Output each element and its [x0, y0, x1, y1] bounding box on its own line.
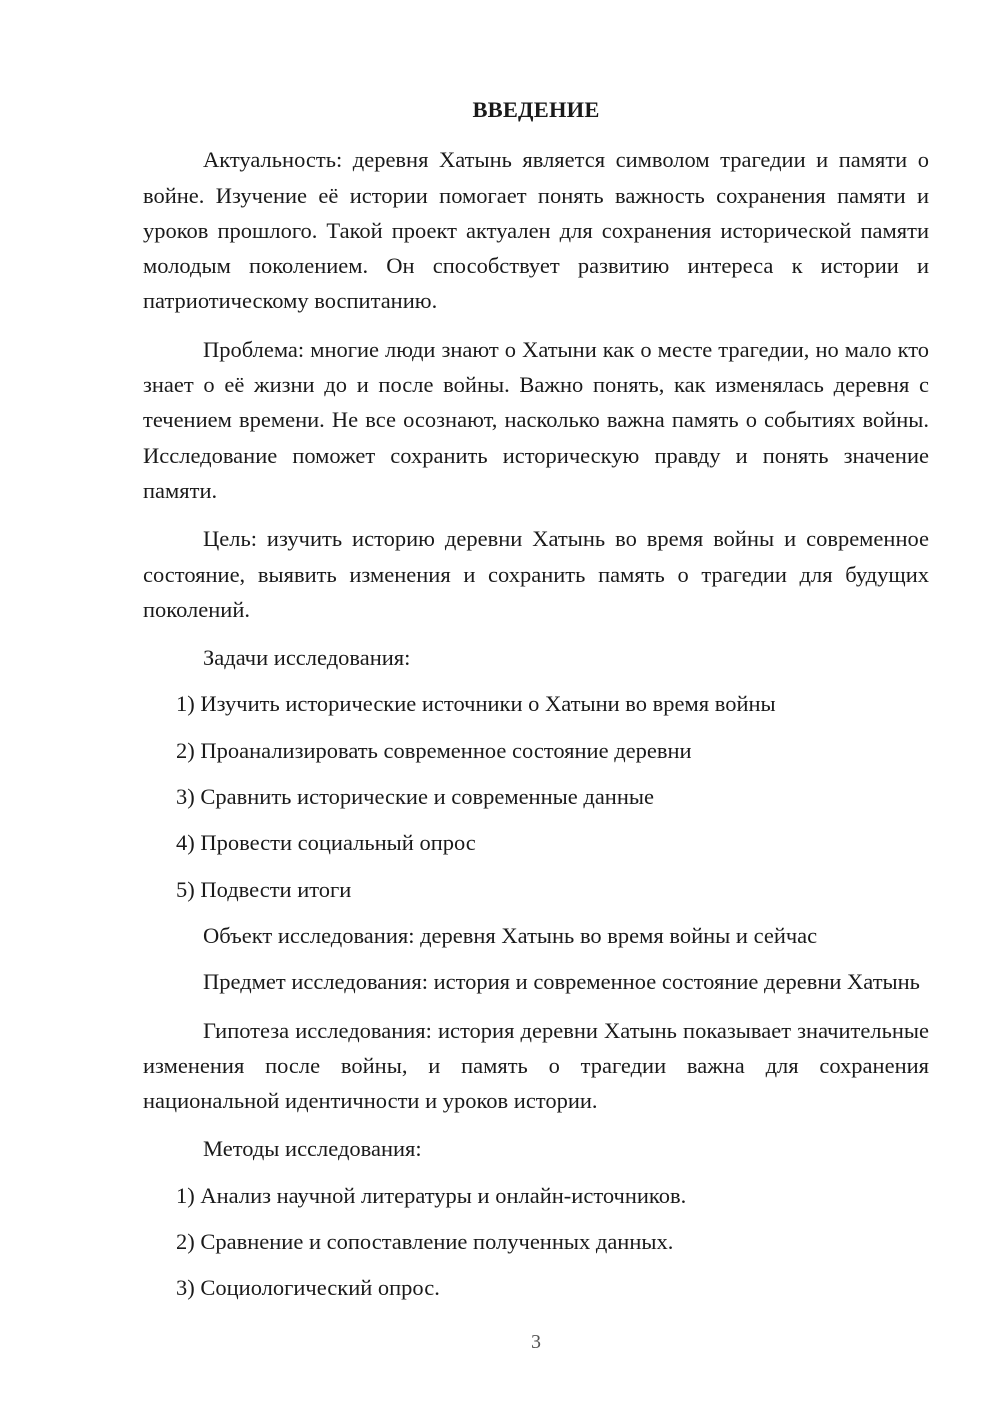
page-title: ВВЕДЕНИЕ [472, 97, 600, 122]
list-item: 2) Проанализировать современное состояние деревни [176, 737, 692, 763]
tasks-heading: Задачи исследования: [203, 645, 411, 671]
methods-list [143, 1178, 929, 1306]
page-number: 3 [531, 1331, 541, 1353]
tasks-list [143, 686, 929, 906]
list-item: 2) Сравнение и сопоставление полученных данных. [176, 1229, 674, 1255]
subject-paragraph: Предмет исследования: история и современное состояние деревни Хатынь [203, 969, 920, 995]
list-item: 1) Изучить исторические источники о Хатыни во время войны [176, 691, 776, 717]
list-item: 3) Сравнить исторические и современные данные [176, 784, 654, 810]
problem-paragraph: Проблема: многие люди знают о Хатыни как о месте трагедии, но мало кто знает о её жизни до и после войны. Важно понять, как изменялась деревня с течением времени. Не все осознают, насколько важна память о событиях войны. Исследование поможет сохранить историческую правду и понять значение памяти. [143, 336, 929, 503]
document-page [143, 92, 929, 1317]
list-item: 5) Подвести итоги [176, 876, 352, 902]
relevance-paragraph: Актуальность: деревня Хатынь является символом трагедии и памяти о войне. Изучение её истории помогает понять важность сохранения памяти и уроков прошлого. Такой проект актуален для сохранения исторической памяти молодым поколением. Он способствует развитию интереса к истории и патриотическому воспитанию. [143, 147, 929, 314]
list-item: 4) Провести социальный опрос [176, 830, 476, 856]
goal-paragraph: Цель: изучить историю деревни Хатынь во время войны и современное состояние, выявить изменения и сохранить память о трагедии для будущих поколений. [143, 526, 929, 622]
list-item: 3) Социологический опрос. [176, 1275, 440, 1301]
hypothesis-paragraph: Гипотеза исследования: история деревни Хатынь показывает значительные изменения после войны, и память о трагедии важна для сохранения национальной идентичности и уроков истории. [143, 1017, 929, 1114]
methods-heading: Методы исследования: [203, 1136, 422, 1162]
object-paragraph: Объект исследования: деревня Хатынь во время войны и сейчас [203, 922, 818, 948]
list-item: 1) Анализ научной литературы и онлайн-источников. [176, 1182, 687, 1208]
